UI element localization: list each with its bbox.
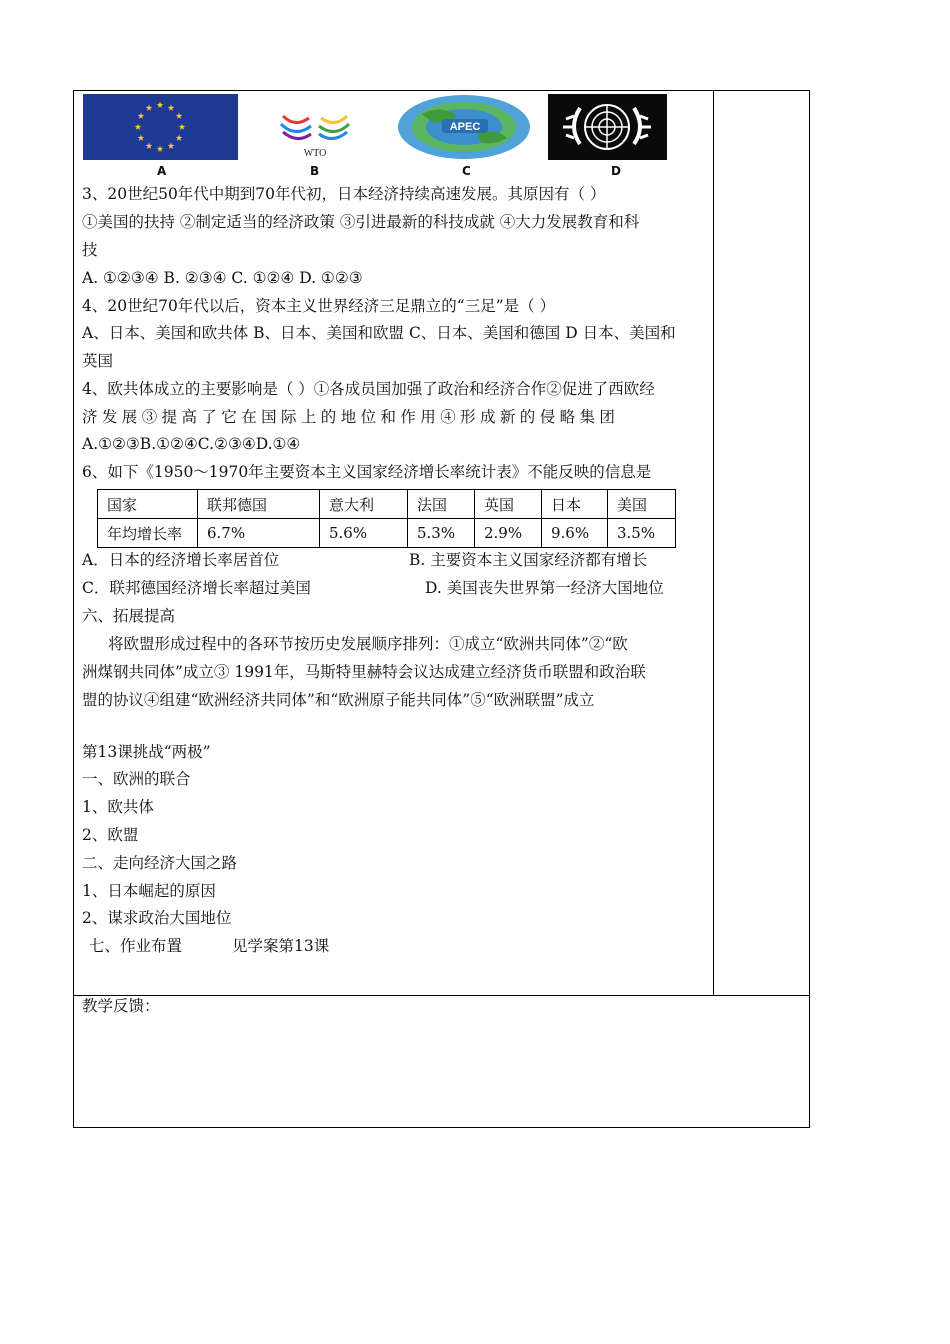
q6-stem: 6、如下《1950～1970年主要资本主义国家经济增长率统计表》不能反映的信息是 <box>82 463 652 481</box>
summary-item: 1、欧共体 <box>82 798 154 816</box>
section6-title: 六、拓展提高 <box>82 607 176 625</box>
un-emblem-icon <box>548 94 667 160</box>
summary-item: 2、谋求政治大国地位 <box>82 909 232 927</box>
homework-label: 七、作业布置 <box>89 937 183 955</box>
logo-label-d: D <box>611 164 621 178</box>
table-cell: 年均增长率 <box>98 519 198 548</box>
section6-line2: 洲煤钢共同体”成立③ 1991年，马斯特里赫特会议达成建立经济货币联盟和政治联 <box>82 663 646 681</box>
q4b-line3: A.①②③B.①②④C.②③④D.①④ <box>82 435 301 453</box>
table-cell: 联邦德国 <box>198 490 320 519</box>
summary-title: 第13课挑战“两极” <box>82 743 211 761</box>
growth-rate-table <box>97 489 676 548</box>
q6-option-b: B. 主要资本主义国家经济都有增长 <box>409 551 648 569</box>
wto-logo-icon <box>273 94 357 160</box>
q4b-line2: 济发展③提高了它在国际上的地位和作用④形成新的侵略集团 <box>82 408 620 426</box>
table-cell: 6.7% <box>198 519 320 548</box>
q4b-line1: 4、欧共体成立的主要影响是（ ）①各成员国加强了政治和经济合作②促进了西欧经 <box>82 380 655 398</box>
logo-label-c: C <box>462 164 471 178</box>
summary-item: 2、欧盟 <box>82 826 139 844</box>
table-cell: 2.9% <box>475 519 542 548</box>
column-divider <box>713 90 714 996</box>
table-cell: 5.3% <box>408 519 475 548</box>
svg-text:WTO: WTO <box>303 148 327 159</box>
table-cell: 意大利 <box>320 490 408 519</box>
homework-value: 见学案第13课 <box>232 937 330 955</box>
apec-logo-icon <box>397 94 532 160</box>
table-cell: 日本 <box>542 490 608 519</box>
svg-text:APEC: APEC <box>449 121 481 133</box>
table-cell: 5.6% <box>320 519 408 548</box>
summary-item: 二、走向经济大国之路 <box>82 854 238 872</box>
q3-options-line1: ①美国的扶持 ②制定适当的经济政策 ③引进最新的科技成就 ④大力发展教育和科 <box>82 213 640 231</box>
table-cell: 美国 <box>608 490 676 519</box>
section6-line3: 盟的协议④组建“欧洲经济共同体”和“欧洲原子能共同体”⑤“欧洲联盟”成立 <box>82 691 595 709</box>
feedback-label: 教学反馈： <box>82 997 160 1015</box>
q3-answers: A. ①②③④ B. ②③④ C. ①②④ D. ①②③ <box>82 269 363 287</box>
q4a-line1: A、日本、美国和欧共体 B、日本、美国和欧盟 C、日本、美国和德国 D 日本、美国和 <box>82 324 676 342</box>
q4a-stem: 4、20世纪70年代以后，资本主义世界经济三足鼎立的“三足”是（ ） <box>82 297 556 315</box>
table-row <box>98 490 676 519</box>
q6-option-d: D. 美国丧失世界第一经济大国地位 <box>425 579 664 597</box>
table-cell: 国家 <box>98 490 198 519</box>
section6-line1: 将欧盟形成过程中的各环节按历史发展顺序排列：①成立“欧洲共同体”②“欧 <box>108 635 628 653</box>
q3-stem: 3、20世纪50年代中期到70年代初，日本经济持续高速发展。其原因有（ ） <box>82 185 606 203</box>
table-cell: 英国 <box>475 490 542 519</box>
logo-label-b: B <box>310 164 320 178</box>
summary-item: 一、欧洲的联合 <box>82 770 191 788</box>
q6-option-a: A．日本的经济增长率居首位 <box>82 551 280 569</box>
table-row <box>98 519 676 548</box>
feedback-divider <box>73 995 810 996</box>
lesson-frame <box>73 90 810 1128</box>
summary-item: 1、日本崛起的原因 <box>82 882 216 900</box>
q6-option-c: C．联邦德国经济增长率超过美国 <box>82 579 311 597</box>
eu-flag-icon <box>83 94 238 160</box>
table-cell: 法国 <box>408 490 475 519</box>
logo-label-a: A <box>157 164 167 178</box>
table-cell: 3.5% <box>608 519 676 548</box>
q3-options-line2: 技 <box>82 241 98 259</box>
table-cell: 9.6% <box>542 519 608 548</box>
q4a-line2: 英国 <box>82 352 114 370</box>
